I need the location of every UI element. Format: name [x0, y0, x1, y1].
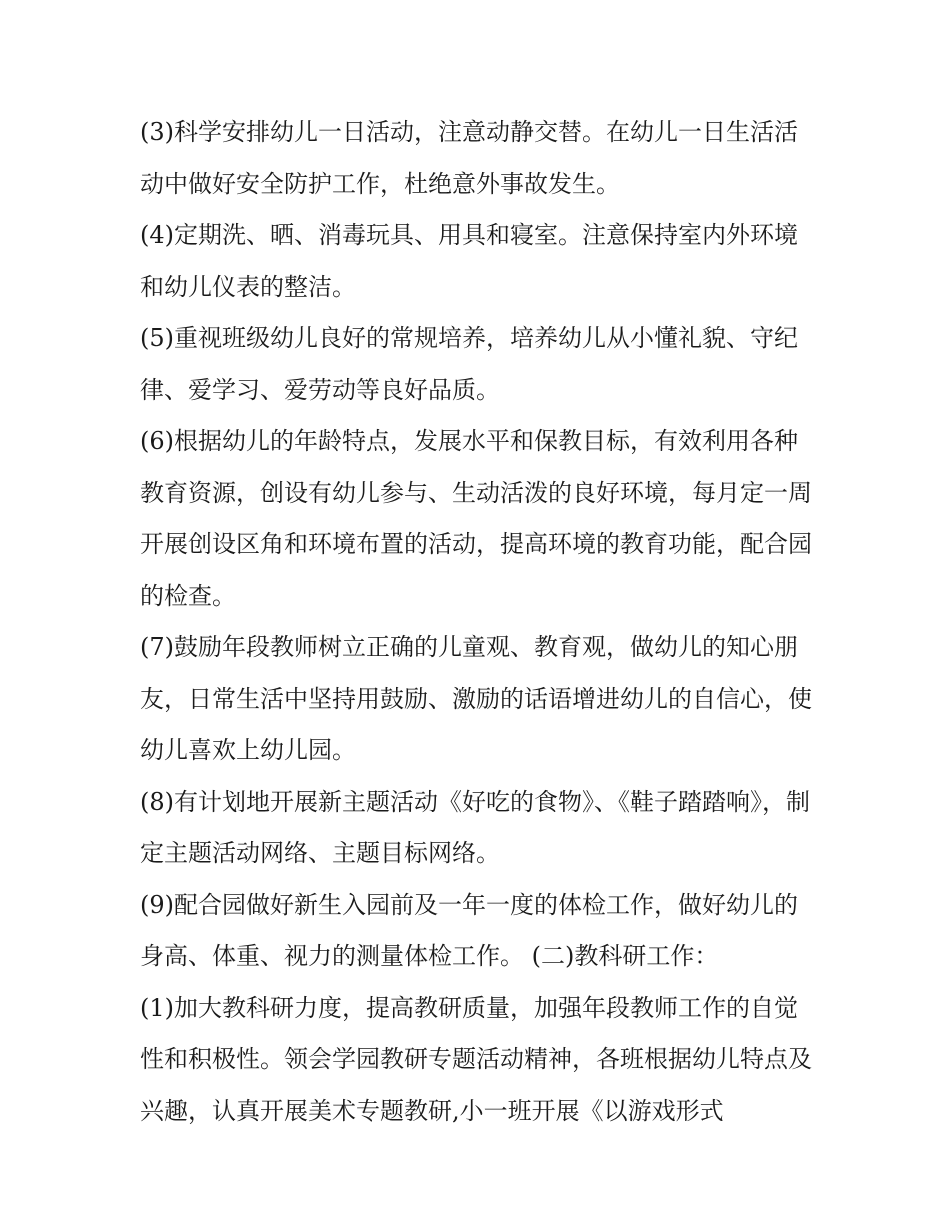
paragraph-8: (8)有计划地开展新主题活动《好吃的食物》、《鞋子踏踏响》，制定主题活动网络、主题目标网络。 [140, 787, 810, 867]
document-body [140, 107, 820, 1137]
paragraph-7: (7)鼓励年段教师树立正确的儿童观、教育观，做幼儿的知心朋友，日常生活中坚持用鼓励、激励的话语增进幼儿的自信心，使幼儿喜欢上幼儿园。 [140, 633, 812, 764]
paragraph-3: (3)科学安排幼儿一日活动，注意动静交替。在幼儿一日生活活动中做好安全防护工作，杜绝意外事故发生。 [140, 118, 798, 198]
paragraph-research-1: (1)加大教科研力度，提高教研质量，加强年段教师工作的自觉性和积极性。领会学园教研专题活动精神，各班根据幼儿特点及兴趣，认真开展美术专题教研,小一班开展《以游戏形式 [140, 993, 812, 1125]
paragraph-5: (5)重视班级幼儿良好的常规培养，培养幼儿从小懂礼貌、守纪律、爱学习、爱劳动等良好品质。 [140, 324, 798, 404]
paragraph-6: (6)根据幼儿的年龄特点，发展水平和保教目标，有效利用各种教育资源，创设有幼儿参与、生动活泼的良好环境，每月定一周开展创设区角和环境布置的活动，提高环境的教育功能，配合园的检查。 [140, 427, 812, 610]
paragraph-9: (9)配合园做好新生入园前及一年一度的体检工作，做好幼儿的身高、体重、视力的测量体检工作。 (二)教科研工作： [140, 890, 798, 970]
paragraph-4: (4)定期洗、晒、消毒玩具、用具和寝室。注意保持室内外环境和幼儿仪表的整洁。 [140, 221, 798, 301]
